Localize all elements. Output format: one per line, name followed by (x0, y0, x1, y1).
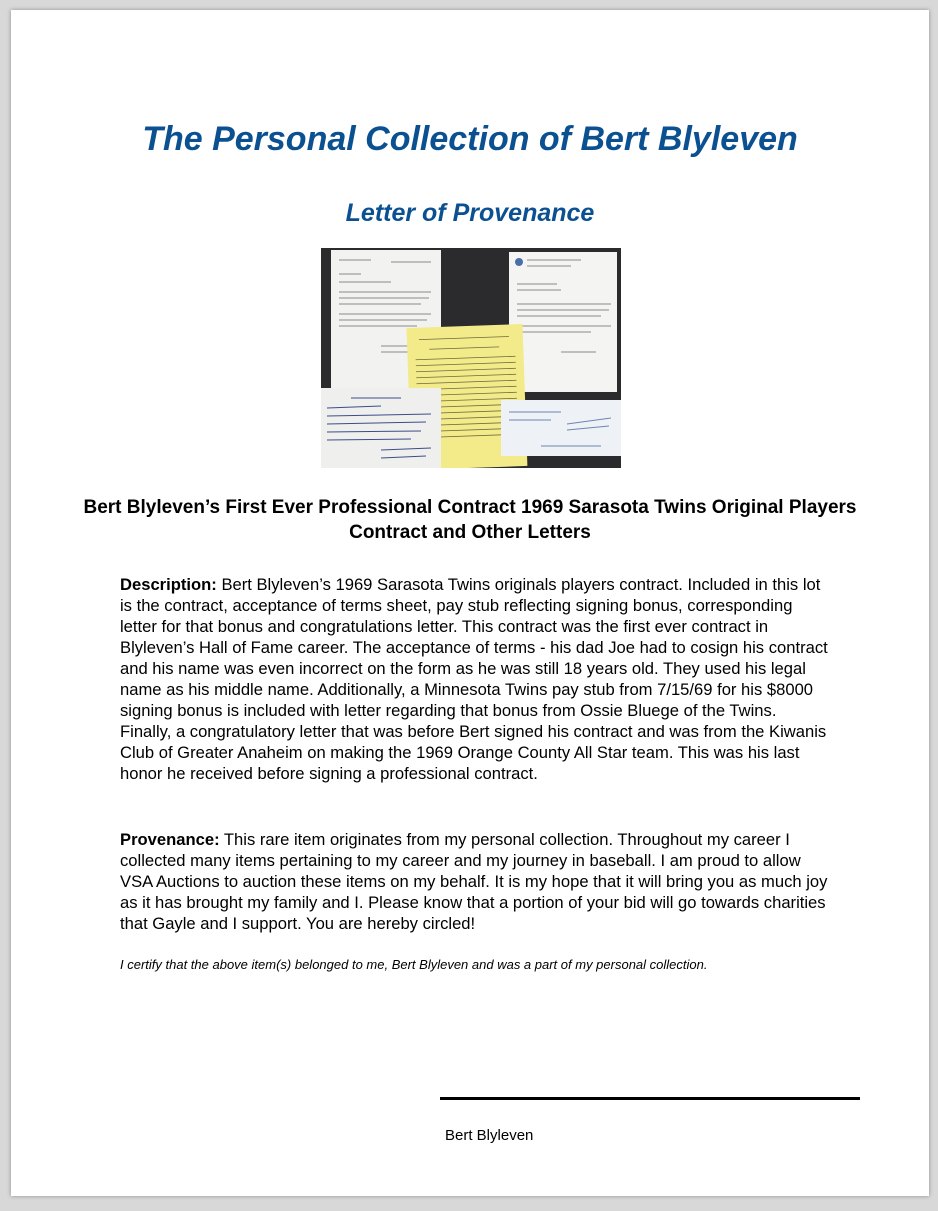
document-page (11, 10, 929, 1196)
contract-photo-illustration (321, 248, 621, 468)
description-paragraph (120, 574, 832, 784)
certification-statement: I certify that the above item(s) belonged to me, Bert Blyleven and was a part of my personal collection. (120, 957, 708, 972)
page-subtitle: Letter of Provenance (345, 199, 595, 227)
item-title: Bert Blyleven’s First Ever Professional Contract 1969 Sarasota Twins Original Players Contract and Other Letters (83, 497, 857, 543)
provenance-label: Provenance: (120, 830, 220, 849)
signature-name: Bert Blyleven (445, 1127, 534, 1144)
signature-line (440, 1097, 860, 1100)
contract-photo (321, 248, 621, 468)
provenance-text: This rare item originates from my personal collection. Throughout my career I collected many items pertaining to my career and my journey in baseball. I am proud to allow VSA Auctions to auction these items on my behalf. It is my hope that it will bring you as much joy as it has brought my family and I. Please know that a portion of your bid will go towards charities that Gayle and I support. You are hereby circled! (120, 830, 828, 933)
provenance-paragraph (120, 829, 832, 934)
description-text: Bert Blyleven’s 1969 Sarasota Twins originals players contract. Included in this lot is the contract, acceptance of terms sheet, pay stub reflecting signing bonus, corresponding letter for that bonus and congratulations letter. This contract was the first ever contract in Blyleven’s Hall of Fame career. The acceptance of terms - his dad Joe had to cosign his contract and his name was even incorrect on the form as he was still 18 years old. They used his legal name as his middle name. Additionally, a Minnesota Twins pay stub from 7/15/69 for his $8000 signing bonus is included with letter regarding that bonus from Ossie Bluege of the Twins. Finally, a congratulatory letter that was before Bert signed his contract and was from the Kiwanis Club of Greater Anaheim on making the 1969 Orange County All Star team. This was his last honor he received before signing a professional contract. (120, 575, 828, 783)
description-label: Description: (120, 575, 217, 594)
page-title: The Personal Collection of Bert Blyleven (142, 120, 798, 158)
